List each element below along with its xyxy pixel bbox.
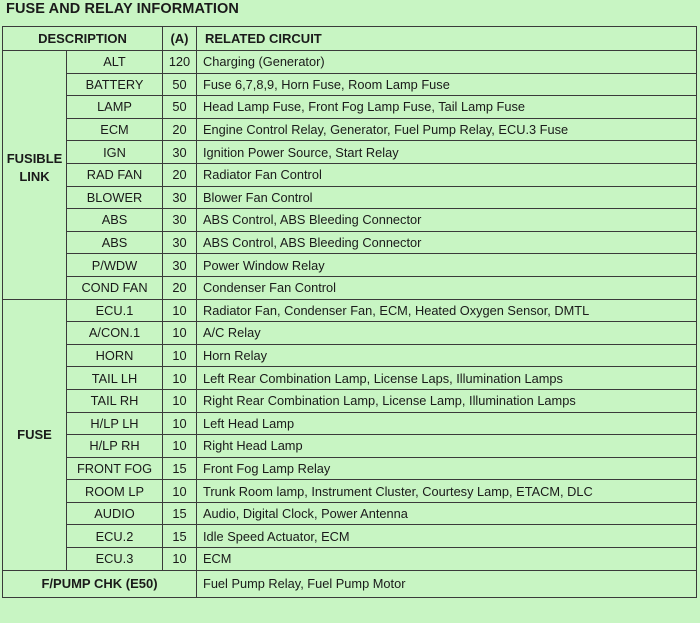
related-circuit: Radiator Fan, Condenser Fan, ECM, Heated Oxygen Sensor, DMTL [197, 299, 697, 322]
component-name: H/LP RH [67, 435, 163, 458]
related-circuit: Blower Fan Control [197, 186, 697, 209]
group-label: FUSIBLE LINK [3, 51, 67, 300]
table-row [3, 502, 697, 525]
component-name: RAD FAN [67, 163, 163, 186]
fuel-pump-check-label: F/PUMP CHK (E50) [3, 570, 197, 597]
amperage: 10 [163, 322, 197, 345]
component-name: FRONT FOG [67, 457, 163, 480]
amperage: 30 [163, 209, 197, 232]
related-circuit: Audio, Digital Clock, Power Antenna [197, 502, 697, 525]
amperage: 10 [163, 344, 197, 367]
component-name: BLOWER [67, 186, 163, 209]
page-title: FUSE AND RELAY INFORMATION [6, 1, 239, 17]
amperage: 10 [163, 435, 197, 458]
component-name: H/LP LH [67, 412, 163, 435]
amperage: 30 [163, 254, 197, 277]
table-row [3, 141, 697, 164]
related-circuit: Left Head Lamp [197, 412, 697, 435]
component-name: ROOM LP [67, 480, 163, 503]
amperage: 30 [163, 231, 197, 254]
table-row [3, 457, 697, 480]
table-header-row [3, 27, 697, 51]
component-name: HORN [67, 344, 163, 367]
amperage: 30 [163, 186, 197, 209]
related-circuit: A/C Relay [197, 322, 697, 345]
amperage: 50 [163, 96, 197, 119]
table-row-fuel-pump-check [3, 570, 697, 597]
related-circuit: Left Rear Combination Lamp, License Laps, Illumination Lamps [197, 367, 697, 390]
table-row [3, 51, 697, 74]
component-name: A/CON.1 [67, 322, 163, 345]
related-circuit: Fuel Pump Relay, Fuel Pump Motor [197, 570, 697, 597]
table-row [3, 299, 697, 322]
table-row [3, 276, 697, 299]
component-name: ABS [67, 209, 163, 232]
table-row [3, 367, 697, 390]
amperage: 10 [163, 412, 197, 435]
related-circuit: Power Window Relay [197, 254, 697, 277]
related-circuit: Idle Speed Actuator, ECM [197, 525, 697, 548]
table-row [3, 548, 697, 571]
related-circuit: Charging (Generator) [197, 51, 697, 74]
related-circuit: Condenser Fan Control [197, 276, 697, 299]
header-description: DESCRIPTION [3, 27, 163, 51]
component-name: LAMP [67, 96, 163, 119]
related-circuit: Right Head Lamp [197, 435, 697, 458]
component-name: COND FAN [67, 276, 163, 299]
amperage: 10 [163, 367, 197, 390]
table-row [3, 96, 697, 119]
table-row [3, 209, 697, 232]
related-circuit: ECM [197, 548, 697, 571]
table-row [3, 412, 697, 435]
table-row [3, 525, 697, 548]
amperage: 10 [163, 548, 197, 571]
table-row [3, 118, 697, 141]
header-related-circuit: RELATED CIRCUIT [197, 27, 697, 51]
related-circuit: Fuse 6,7,8,9, Horn Fuse, Room Lamp Fuse [197, 73, 697, 96]
amperage: 15 [163, 502, 197, 525]
amperage: 10 [163, 299, 197, 322]
related-circuit: Radiator Fan Control [197, 163, 697, 186]
amperage: 30 [163, 141, 197, 164]
amperage: 20 [163, 276, 197, 299]
component-name: ECU.1 [67, 299, 163, 322]
amperage: 10 [163, 480, 197, 503]
amperage: 20 [163, 118, 197, 141]
amperage: 15 [163, 525, 197, 548]
table-row [3, 186, 697, 209]
related-circuit: Front Fog Lamp Relay [197, 457, 697, 480]
table-row [3, 254, 697, 277]
related-circuit: Horn Relay [197, 344, 697, 367]
component-name: P/WDW [67, 254, 163, 277]
amperage: 50 [163, 73, 197, 96]
table-row [3, 231, 697, 254]
component-name: ALT [67, 51, 163, 74]
related-circuit: Ignition Power Source, Start Relay [197, 141, 697, 164]
component-name: TAIL LH [67, 367, 163, 390]
component-name: ECM [67, 118, 163, 141]
component-name: IGN [67, 141, 163, 164]
related-circuit: ABS Control, ABS Bleeding Connector [197, 231, 697, 254]
related-circuit: ABS Control, ABS Bleeding Connector [197, 209, 697, 232]
component-name: ECU.2 [67, 525, 163, 548]
table-row [3, 435, 697, 458]
related-circuit: Trunk Room lamp, Instrument Cluster, Courtesy Lamp, ETACM, DLC [197, 480, 697, 503]
table-row [3, 73, 697, 96]
amperage: 10 [163, 389, 197, 412]
component-name: BATTERY [67, 73, 163, 96]
table-row [3, 344, 697, 367]
amperage: 20 [163, 163, 197, 186]
related-circuit: Engine Control Relay, Generator, Fuel Pump Relay, ECU.3 Fuse [197, 118, 697, 141]
related-circuit: Head Lamp Fuse, Front Fog Lamp Fuse, Tail Lamp Fuse [197, 96, 697, 119]
header-amps: (A) [163, 27, 197, 51]
group-label: FUSE [3, 299, 67, 570]
table-row [3, 480, 697, 503]
amperage: 15 [163, 457, 197, 480]
component-name: AUDIO [67, 502, 163, 525]
component-name: TAIL RH [67, 389, 163, 412]
fuse-relay-table [2, 26, 697, 598]
table-row [3, 163, 697, 186]
table-row [3, 389, 697, 412]
amperage: 120 [163, 51, 197, 74]
component-name: ABS [67, 231, 163, 254]
table-row [3, 322, 697, 345]
related-circuit: Right Rear Combination Lamp, License Lamp, Illumination Lamps [197, 389, 697, 412]
component-name: ECU.3 [67, 548, 163, 571]
